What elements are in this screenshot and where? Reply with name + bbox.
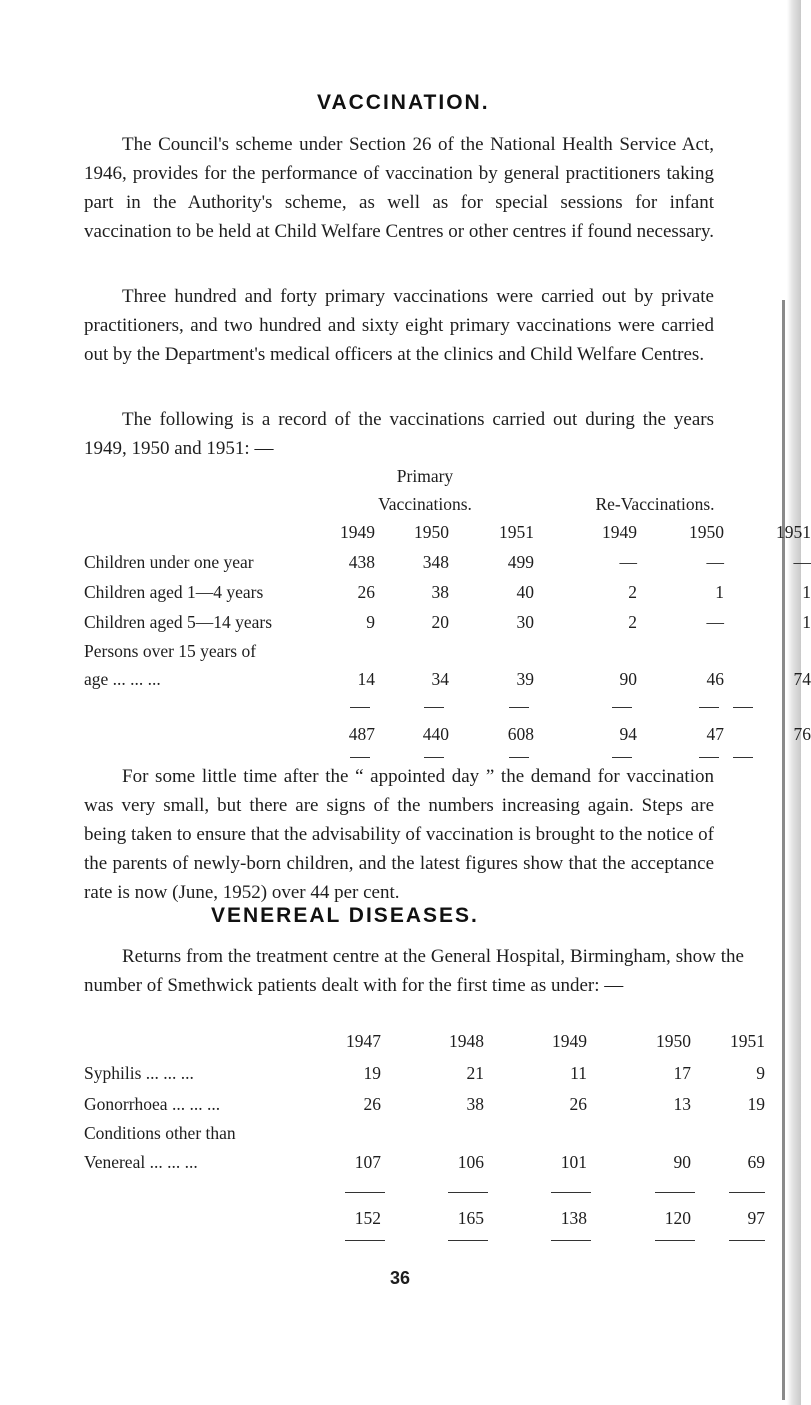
table-cell: — xyxy=(619,552,637,572)
table-cell: 1 xyxy=(715,582,724,602)
total-rule xyxy=(699,757,719,758)
table-cell: 1 xyxy=(802,612,811,632)
total-rule xyxy=(350,707,370,708)
year-header: 1949 xyxy=(340,522,375,542)
vaccination-paragraph-4: For some little time after the “ appointed day ” the demand for vaccination was very small, but there are signs of the numbers increasing again. Steps are being taken to ensure that the advisability of vaccination is brought to the notice of the parents of newly-born children, and the latest figures show that the acceptance rate is now (June, 1952) over 44 per cent. xyxy=(84,766,714,903)
row-label: Gonorrhoea ... ... ... xyxy=(84,1094,221,1114)
total-rule xyxy=(612,707,632,708)
total-rule xyxy=(551,1240,591,1241)
total-cell: 487 xyxy=(348,724,375,744)
vaccination-paragraph-3: The following is a record of the vaccinations carried out during the years 1949, 1950 and 1951: — xyxy=(84,409,714,459)
table-cell: 90 xyxy=(673,1152,691,1172)
page-number: 36 xyxy=(390,1268,411,1288)
year-header: 1950 xyxy=(689,522,724,542)
total-rule xyxy=(729,1240,765,1241)
total-rule xyxy=(699,707,719,708)
year-header: 1947 xyxy=(346,1031,381,1051)
table-cell: 26 xyxy=(357,582,375,602)
table-cell: 69 xyxy=(747,1152,765,1172)
year-header: 1951 xyxy=(499,522,534,542)
table-cell: 9 xyxy=(366,612,375,632)
total-rule xyxy=(424,707,444,708)
year-header: 1951 xyxy=(730,1031,765,1051)
total-rule xyxy=(612,757,632,758)
row-label: Persons over 15 years of xyxy=(84,641,257,661)
table-cell: 106 xyxy=(457,1152,484,1172)
revacc-heading: Re-Vaccinations. xyxy=(595,494,715,514)
venereal-title: VENEREAL DISEASES. xyxy=(211,904,479,927)
year-header: 1949 xyxy=(602,522,637,542)
table-cell: 2 xyxy=(628,582,637,602)
table-cell: 34 xyxy=(431,669,449,689)
table-cell: 1 xyxy=(802,582,811,602)
row-label: Conditions other than xyxy=(84,1123,236,1143)
table-cell: 348 xyxy=(422,552,449,572)
year-header: 1948 xyxy=(449,1031,484,1051)
table-cell: 46 xyxy=(706,669,724,689)
vaccination-title: VACCINATION. xyxy=(317,91,490,114)
table-cell: 499 xyxy=(507,552,534,572)
table-cell: 17 xyxy=(673,1063,691,1083)
year-header: 1951 xyxy=(776,522,811,542)
primary-heading-line1: Primary xyxy=(396,466,454,486)
total-cell: 76 xyxy=(793,724,811,744)
year-header: 1949 xyxy=(552,1031,587,1051)
table-cell: 39 xyxy=(516,669,534,689)
year-header: 1950 xyxy=(414,522,449,542)
row-label: Children under one year xyxy=(84,552,254,572)
table-cell: 40 xyxy=(516,582,534,602)
total-rule xyxy=(733,707,753,708)
table-cell: 38 xyxy=(431,582,449,602)
year-header: 1950 xyxy=(656,1031,691,1051)
table-cell: 13 xyxy=(673,1094,691,1114)
table-cell: 26 xyxy=(363,1094,381,1114)
total-rule xyxy=(729,1192,765,1193)
total-cell: 120 xyxy=(664,1208,691,1228)
table-cell: 30 xyxy=(516,612,534,632)
total-rule xyxy=(509,707,529,708)
row-label: age ... ... ... xyxy=(84,669,161,689)
table-cell: 101 xyxy=(560,1152,587,1172)
total-cell: 440 xyxy=(422,724,449,744)
table-cell: 90 xyxy=(619,669,637,689)
table-cell: 107 xyxy=(354,1152,381,1172)
table-cell: — xyxy=(706,552,724,572)
table-cell: 438 xyxy=(348,552,375,572)
total-rule xyxy=(509,757,529,758)
total-cell: 152 xyxy=(354,1208,381,1228)
table-cell: 38 xyxy=(466,1094,484,1114)
total-cell: 94 xyxy=(619,724,637,744)
total-rule xyxy=(345,1240,385,1241)
table-cell: 14 xyxy=(357,669,375,689)
total-rule xyxy=(448,1192,488,1193)
table-cell: 9 xyxy=(756,1063,765,1083)
row-label: Syphilis ... ... ... xyxy=(84,1063,194,1083)
total-cell: 97 xyxy=(747,1208,765,1228)
total-cell: 165 xyxy=(457,1208,484,1228)
total-rule xyxy=(350,757,370,758)
table-cell: 19 xyxy=(747,1094,765,1114)
table-cell: — xyxy=(706,612,724,632)
total-rule xyxy=(733,757,753,758)
total-rule xyxy=(345,1192,385,1193)
total-cell: 608 xyxy=(507,724,534,744)
venereal-paragraph-1: Returns from the treatment centre at the General Hospital, Birmingham, show the number of Smethwick patients dealt with for the first time as under: — xyxy=(84,946,744,996)
row-label: Venereal ... ... ... xyxy=(84,1152,198,1172)
total-rule xyxy=(551,1192,591,1193)
total-rule xyxy=(448,1240,488,1241)
table-cell: 19 xyxy=(363,1063,381,1083)
table-cell: 26 xyxy=(569,1094,587,1114)
total-cell: 138 xyxy=(560,1208,587,1228)
table-cell: 11 xyxy=(570,1063,587,1083)
table-cell: 21 xyxy=(466,1063,484,1083)
table-cell: 20 xyxy=(431,612,449,632)
total-rule xyxy=(655,1192,695,1193)
table-cell: — xyxy=(793,552,811,572)
row-label: Children aged 5—14 years xyxy=(84,612,273,632)
total-cell: 47 xyxy=(706,724,724,744)
vaccination-paragraph-1: The Council's scheme under Section 26 of the National Health Service Act, 1946, provides for the performance of vaccination by general practitioners taking part in the Authority's scheme, as well as for special sessions for infant vaccination to be held at Child Welfare Centres or other centres if found necessary. xyxy=(84,134,714,242)
table-cell: 74 xyxy=(793,669,811,689)
vaccination-paragraph-2: Three hundred and forty primary vaccinations were carried out by private practitioners, and two hundred and sixty eight primary vaccinations were carried out by the Department's medical officers at the clinics and Child Welfare Centres. xyxy=(84,286,714,365)
total-rule xyxy=(424,757,444,758)
primary-heading-line2: Vaccinations. xyxy=(378,494,472,514)
table-cell: 2 xyxy=(628,612,637,632)
total-rule xyxy=(655,1240,695,1241)
row-label: Children aged 1—4 years xyxy=(84,582,264,602)
